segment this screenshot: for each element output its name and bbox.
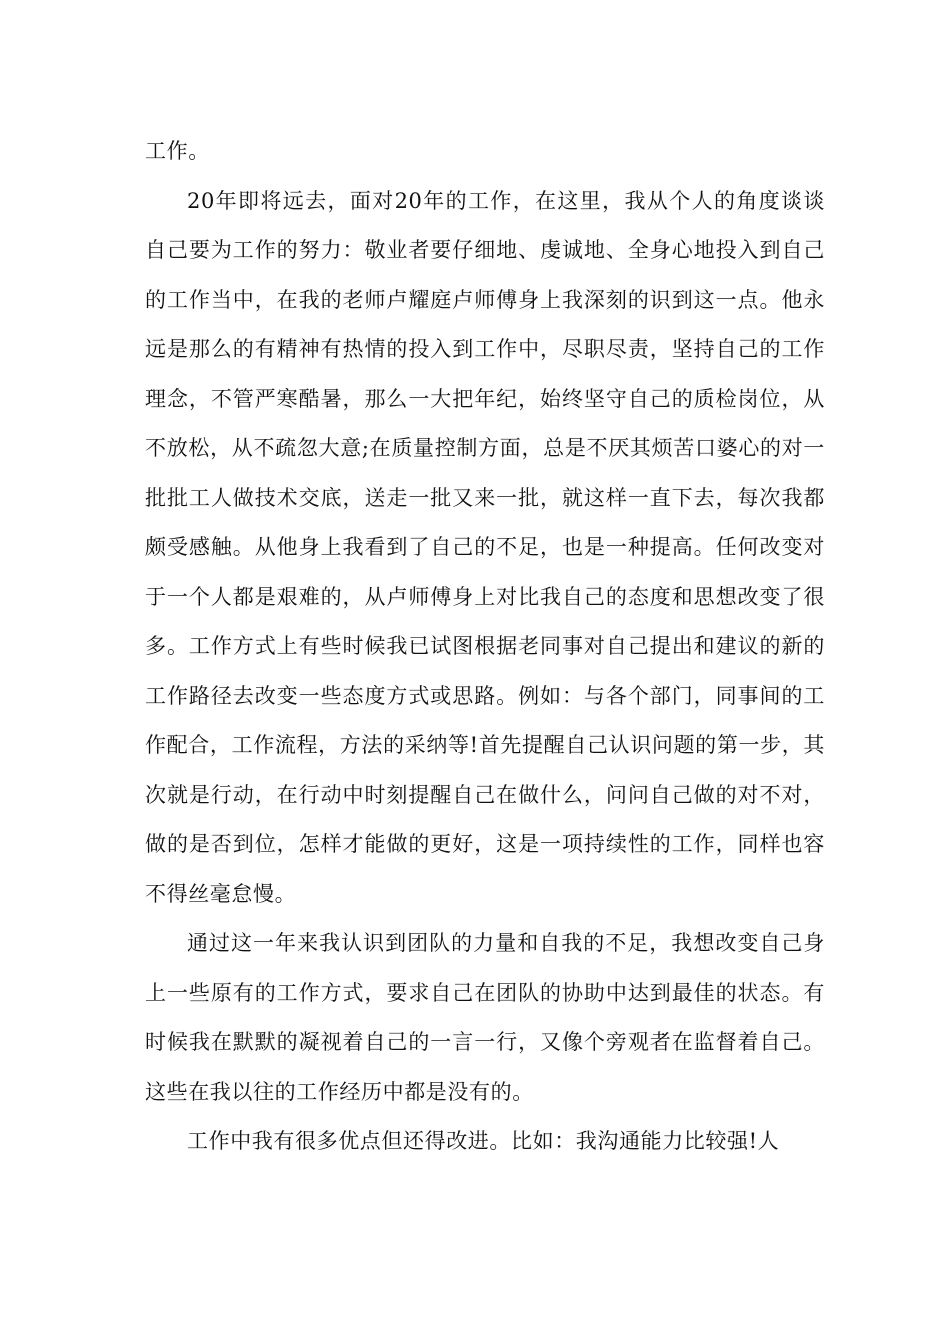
paragraph-continuation: 工作。 — [145, 139, 210, 163]
paragraph-strengths: 工作中我有很多优点但还得改进。比如：我沟通能力比较强!人 — [187, 1129, 780, 1153]
paragraph-team: 通过这一年来我认识到团队的力量和自我的不足，我想改变自己身上一些原有的工作方式，要求自己在团队的协助中达到最佳的状态。有时候我在默默的凝视着自己的一言一行，又像个旁观者在监督着自己。这些在我以往的工作经历中都是没有的。 — [145, 931, 825, 1104]
document-body — [145, 127, 825, 1167]
paragraph-effort: 20年即将远去，面对20年的工作，在这里，我从个人的角度谈谈自己要为工作的努力：敬业者要仔细地、虔诚地、全身心地投入到自己的工作当中，在我的老师卢耀庭卢师傅身上我深刻的识到这一点。他永远是那么的有精神有热情的投入到工作中，尽职尽责，坚持自己的工作理念，不管严寒酷暑，那么一大把年纪，始终坚守自己的质检岗位，从不放松，从不疏忽大意;在质量控制方面，总是不厌其烦苦口婆心的对一批批工人做技术交底，送走一批又来一批，就这样一直下去，每次我都颇受感触。从他身上我看到了自己的不足，也是一种提高。任何改变对于一个人都是艰难的，从卢师傅身上对比我自己的态度和思想改变了很多。工作方式上有些时候我已试图根据老同事对自己提出和建议的新的工作路径去改变一些态度方式或思路。例如：与各个部门，同事间的工作配合，工作流程，方法的采纳等!首先提醒自己认识问题的第一步，其次就是行动，在行动中时刻提醒自己在做什么，问问自己做的对不对，做的是否到位，怎样才能做的更好，这是一项持续性的工作，同样也容不得丝毫怠慢。 — [145, 188, 825, 906]
